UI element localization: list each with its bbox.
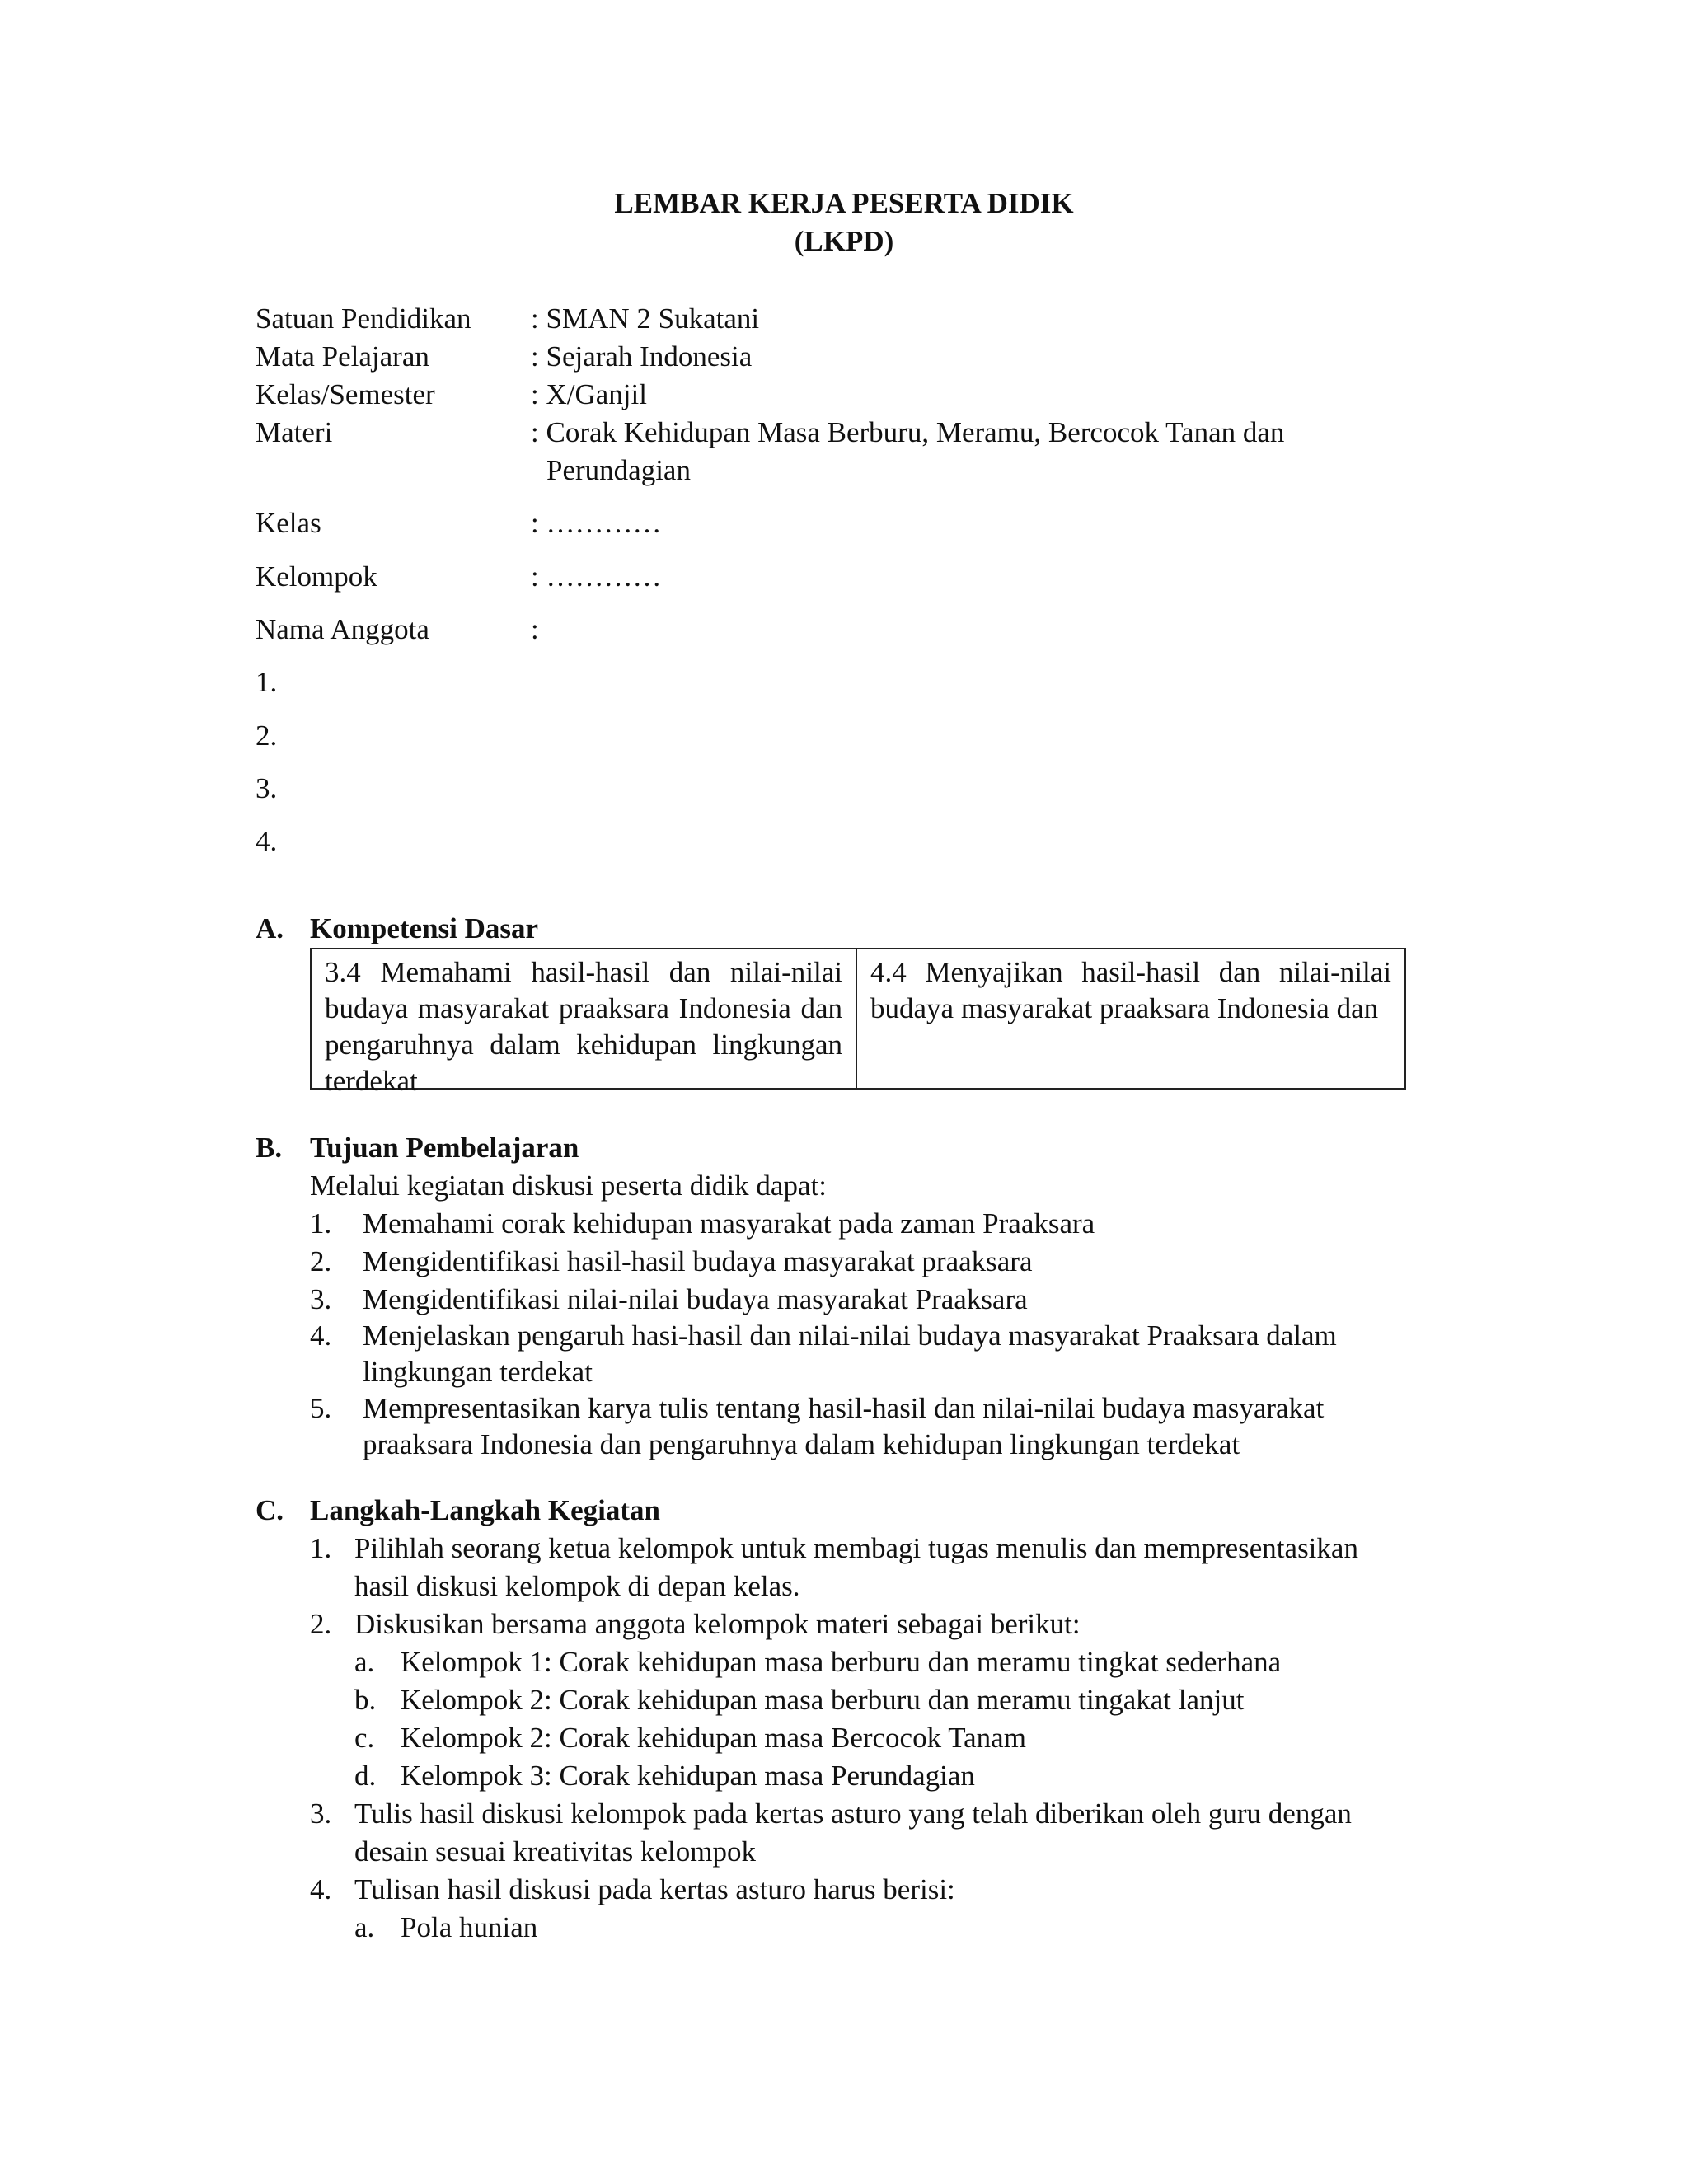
- objective-text: Mempresentasikan karya tulis tentang hasil-hasil dan nilai-nilai budaya masyarakat: [363, 1392, 1325, 1424]
- section-b-letter: B.: [256, 1132, 283, 1164]
- page-subtitle: (LKPD): [794, 225, 894, 257]
- objective-text-cont: praaksara Indonesia dan pengaruhnya dalam kehidupan lingkungan terdekat: [363, 1428, 1240, 1460]
- value-nama-anggota: :: [531, 613, 539, 645]
- objective-number: 4.: [310, 1319, 332, 1352]
- step-text: Tulisan hasil diskusi pada kertas asturo harus berisi:: [354, 1873, 955, 1905]
- value-kelas: : …………: [531, 507, 662, 539]
- value-mata-pelajaran: : Sejarah Indonesia: [531, 340, 753, 373]
- label-kelompok: Kelompok: [256, 560, 377, 593]
- member-item: 4.: [256, 825, 278, 857]
- step-number: 4.: [310, 1873, 332, 1905]
- label-mata-pelajaran: Mata Pelajaran: [256, 340, 429, 373]
- objective-text: Mengidentifikasi hasil-hasil budaya masyarakat praaksara: [363, 1245, 1033, 1277]
- section-a-letter: A.: [256, 912, 284, 944]
- step-text-cont: desain sesuai kreativitas kelompok: [354, 1835, 756, 1868]
- step-number: 2.: [310, 1608, 332, 1640]
- label-materi: Materi: [256, 416, 333, 448]
- group-letter: c.: [354, 1722, 375, 1754]
- kd-cell-knowledge: 3.4 Memahami hasil-hasil dan nilai-nilai budaya masyarakat praaksara Indonesia dan pengaruhnya dalam kehidupan lingkungan terdekat: [312, 949, 857, 1088]
- label-satuan-pendidikan: Satuan Pendidikan: [256, 302, 471, 335]
- step-text-cont: hasil diskusi kelompok di depan kelas.: [354, 1570, 800, 1602]
- value-satuan-pendidikan: : SMAN 2 Sukatani: [531, 302, 760, 335]
- section-b-intro: Melalui kegiatan diskusi peserta didik dapat:: [310, 1169, 827, 1202]
- group-text: Kelompok 1: Corak kehidupan masa berburu dan meramu tingkat sederhana: [401, 1646, 1282, 1678]
- objective-number: 3.: [310, 1283, 332, 1315]
- objective-number: 5.: [310, 1392, 332, 1424]
- member-item: 2.: [256, 719, 278, 752]
- group-text: Kelompok 2: Corak kehidupan masa Bercocok Tanam: [401, 1722, 1026, 1754]
- member-item: 3.: [256, 772, 278, 804]
- group-text: Kelompok 2: Corak kehidupan masa berburu dan meramu tingakat lanjut: [401, 1684, 1245, 1716]
- objective-number: 2.: [310, 1245, 332, 1277]
- label-kelas: Kelas: [256, 507, 321, 539]
- objective-text: Menjelaskan pengaruh hasi-hasil dan nilai-nilai budaya masyarakat Praaksara dalam: [363, 1319, 1337, 1352]
- value-materi-line2: Perundagian: [546, 454, 691, 486]
- label-kelas-semester: Kelas/Semester: [256, 378, 435, 410]
- value-kelompok: : …………: [531, 560, 662, 593]
- step-text: Diskusikan bersama anggota kelompok materi sebagai berikut:: [354, 1608, 1081, 1640]
- content-letter: a.: [354, 1911, 375, 1943]
- section-c-heading: Langkah-Langkah Kegiatan: [310, 1494, 660, 1526]
- step-number: 1.: [310, 1532, 332, 1564]
- step-text: Tulis hasil diskusi kelompok pada kertas asturo yang telah diberikan oleh guru dengan: [354, 1797, 1352, 1830]
- objective-text: Memahami corak kehidupan masyarakat pada zaman Praaksara: [363, 1207, 1095, 1240]
- group-letter: b.: [354, 1684, 377, 1716]
- member-item: 1.: [256, 666, 278, 698]
- kd-cell-skill: 4.4 Menyajikan hasil-hasil dan nilai-nilai budaya masyarakat praaksara Indonesia dan: [870, 956, 1391, 1024]
- objective-text: Mengidentifikasi nilai-nilai budaya masyarakat Praaksara: [363, 1283, 1028, 1315]
- step-text: Pilihlah seorang ketua kelompok untuk membagi tugas menulis dan mempresentasikan: [354, 1532, 1358, 1564]
- value-kelas-semester: : X/Ganjil: [531, 378, 647, 410]
- content-text: Pola hunian: [401, 1911, 538, 1943]
- objective-number: 1.: [310, 1207, 332, 1240]
- step-number: 3.: [310, 1797, 332, 1830]
- group-letter: a.: [354, 1646, 375, 1678]
- label-nama-anggota: Nama Anggota: [256, 613, 429, 645]
- group-text: Kelompok 3: Corak kehidupan masa Perundagian: [401, 1760, 975, 1792]
- section-c-letter: C.: [256, 1494, 284, 1526]
- kompetensi-dasar-table: [310, 948, 1406, 1097]
- page-title: LEMBAR KERJA PESERTA DIDIK: [614, 187, 1074, 219]
- section-a-heading: Kompetensi Dasar: [310, 912, 539, 944]
- value-materi: : Corak Kehidupan Masa Berburu, Meramu, Bercocok Tanan dan: [531, 416, 1285, 448]
- group-letter: d.: [354, 1760, 377, 1792]
- section-b-heading: Tujuan Pembelajaran: [310, 1132, 579, 1164]
- objective-text-cont: lingkungan terdekat: [363, 1356, 593, 1388]
